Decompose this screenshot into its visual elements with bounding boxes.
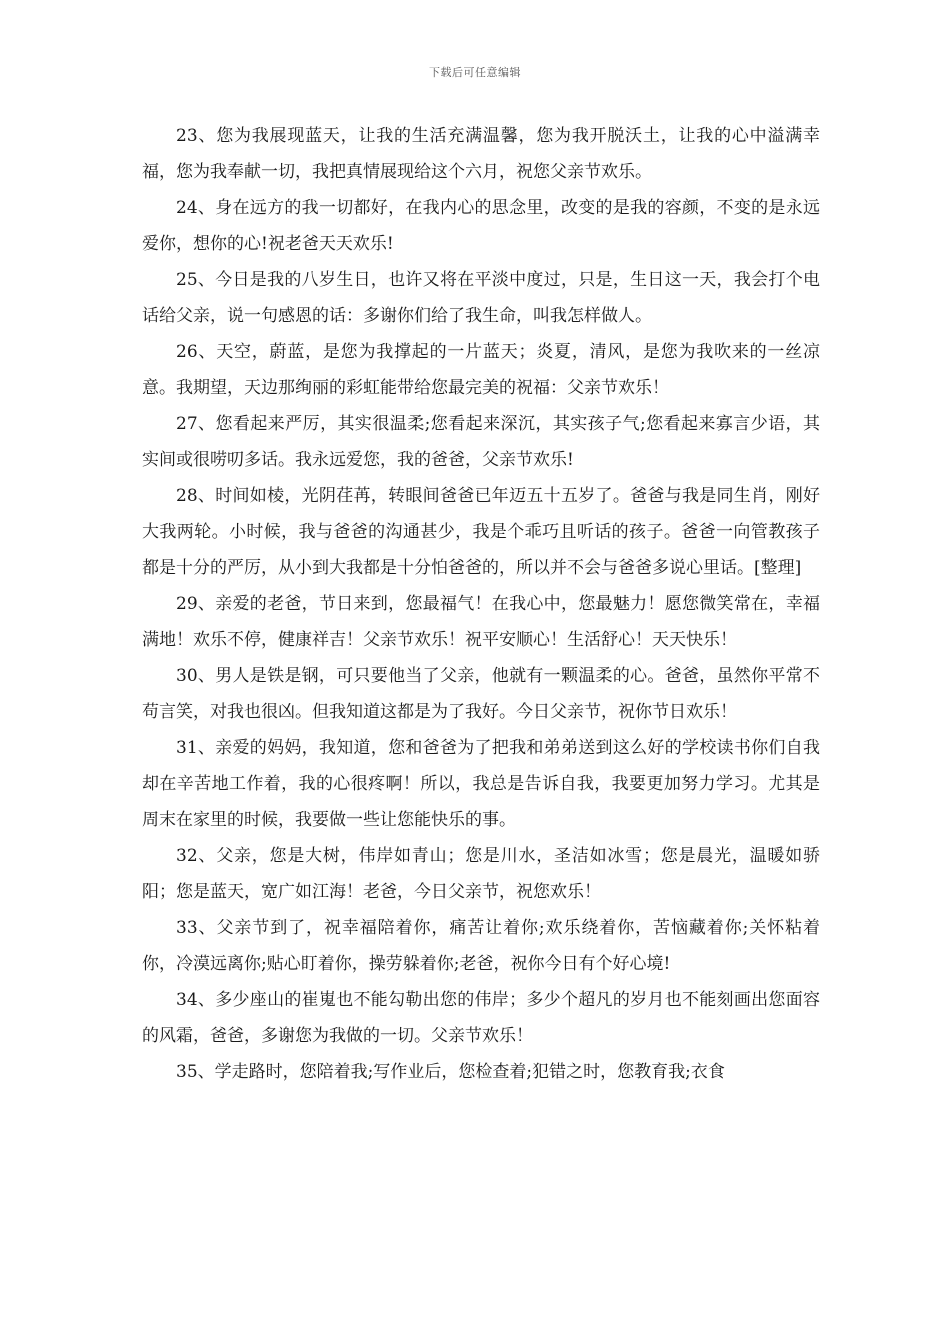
paragraph-26: 26、天空，蔚蓝，是您为我撑起的一片蓝天；炎夏，清风，是您为我吹来的一丝凉意。我期望，天边那绚丽的彩虹能带给您最完美的祝福：父亲节欢乐！ — [142, 342, 820, 398]
paragraph-28: 28、时间如棱，光阴荏苒，转眼间爸爸已年迈五十五岁了。爸爸与我是同生肖，刚好大我两轮。小时候，我与爸爸的沟通甚少，我是个乖巧且听话的孩子。爸爸一向管教孩子都是十分的严厉，从小到大我都是十分怕爸爸的，所以并不会与爸爸多说心里话。[整理] — [142, 486, 820, 578]
paragraph-34: 34、多少座山的崔嵬也不能勾勒出您的伟岸；多少个超凡的岁月也不能刻画出您面容的风霜，爸爸，多谢您为我做的一切。父亲节欢乐！ — [142, 990, 820, 1046]
paragraph-23: 23、您为我展现蓝天，让我的生活充满温馨，您为我开脱沃土，让我的心中溢满幸福，您为我奉献一切，我把真情展现给这个六月，祝您父亲节欢乐。 — [142, 126, 820, 182]
paragraph-33: 33、父亲节到了，祝幸福陪着你，痛苦让着你;欢乐绕着你，苦恼藏着你;关怀粘着你，冷漠远离你;贴心盯着你，操劳躲着你;老爸，祝你今日有个好心境! — [142, 918, 820, 974]
paragraph-29: 29、亲爱的老爸，节日来到，您最福气！在我心中，您最魅力！愿您微笑常在，幸福满地！欢乐不停，健康祥吉！父亲节欢乐！祝平安顺心！生活舒心！天天快乐！ — [142, 594, 820, 650]
paragraph-30: 30、男人是铁是钢，可只要他当了父亲，他就有一颗温柔的心。爸爸，虽然你平常不苟言笑，对我也很凶。但我知道这都是为了我好。今日父亲节，祝你节日欢乐！ — [142, 666, 820, 722]
paragraph-32: 32、父亲，您是大树，伟岸如青山；您是川水，圣洁如冰雪；您是晨光，温暖如骄阳；您是蓝天，宽广如江海！老爸，今日父亲节，祝您欢乐！ — [142, 846, 820, 902]
paragraph-27: 27、您看起来严厉，其实很温柔;您看起来深沉，其实孩子气;您看起来寡言少语，其实间或很唠叨多话。我永远爱您，我的爸爸，父亲节欢乐! — [142, 414, 820, 470]
paragraph-35: 35、学走路时，您陪着我;写作业后，您检查着;犯错之时，您教育我;衣食 — [176, 1062, 725, 1082]
paragraph-24: 24、身在远方的我一切都好，在我内心的思念里，改变的是我的容颜，不变的是永远爱你，想你的心!祝老爸天天欢乐! — [142, 198, 820, 254]
paragraph-31: 31、亲爱的妈妈，我知道，您和爸爸为了把我和弟弟送到这么好的学校读书你们自我却在辛苦地工作着，我的心很疼啊！所以，我总是告诉自我，我要更加努力学习。尤其是周末在家里的时候，我要做一些让您能快乐的事。 — [142, 738, 820, 830]
page-header: 下载后可任意编辑 — [429, 66, 521, 79]
document-body — [142, 118, 820, 1090]
paragraph-25: 25、今日是我的八岁生日，也许又将在平淡中度过，只是，生日这一天，我会打个电话给父亲，说一句感恩的话：多谢你们给了我生命，叫我怎样做人。 — [142, 270, 820, 326]
